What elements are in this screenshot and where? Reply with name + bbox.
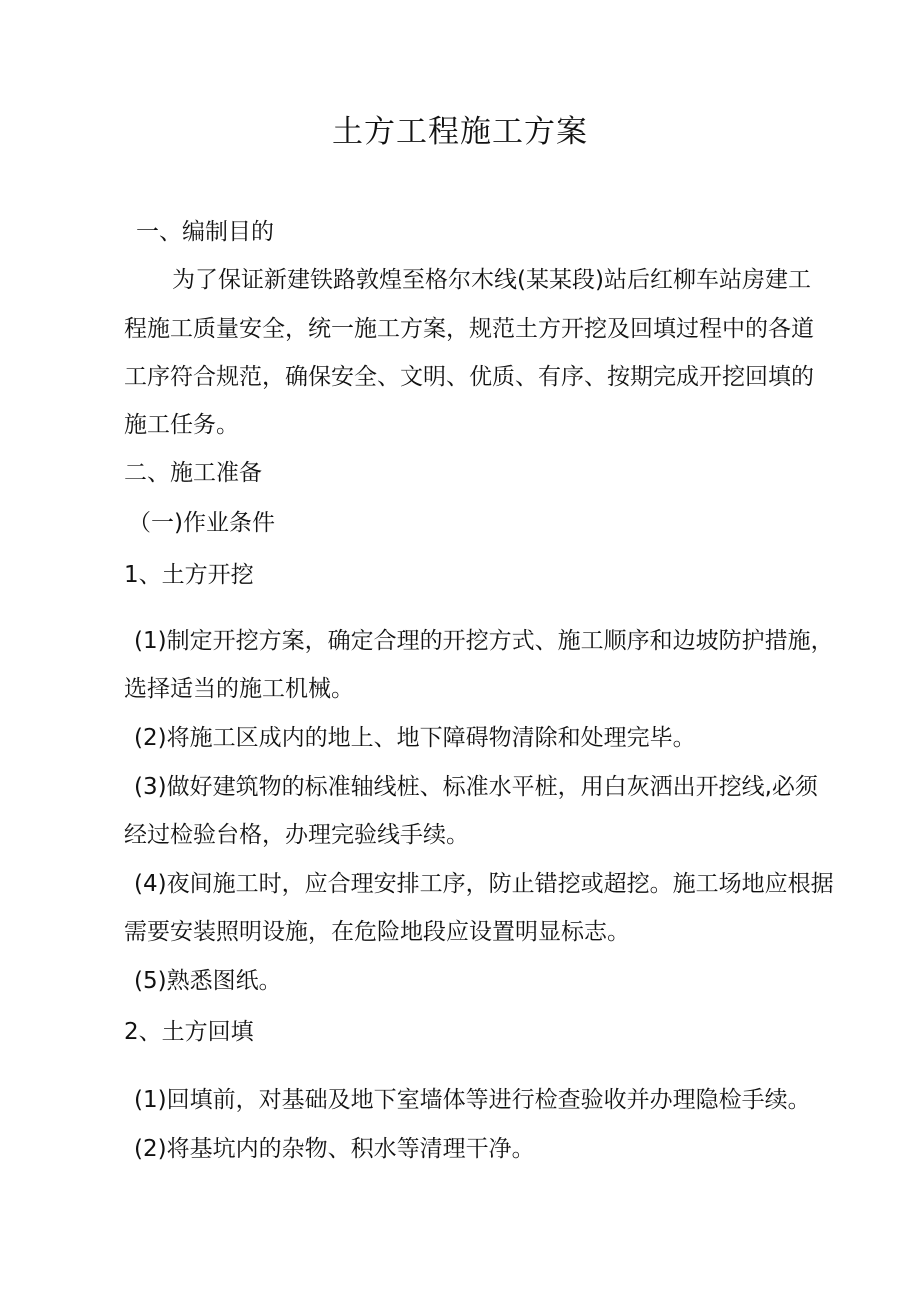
list-item-line: (5)熟悉图纸。 [134,968,282,994]
list-item-line: 经过检验台格，办理完验线手续。 [124,822,469,848]
subsection-heading-conditions: （一)作业条件 [128,510,275,536]
paragraph-line: 为了保证新建铁路敦煌至格尔木线(某某段)站后红柳车站房建工 [172,267,811,293]
paragraph-line: 施工任务。 [124,412,239,438]
list-item-line: 选择适当的施工机械。 [124,676,354,702]
list-item-line: (2)将施工区成内的地上、地下障碍物清除和处理完毕。 [134,725,696,751]
section-heading-preparation: 二、施工准备 [124,460,262,486]
list-item-line: (3)做好建筑物的标准轴线桩、标准水平桩，用白灰洒出开挖线,必须 [134,774,818,800]
section-heading-purpose: 一、编制目的 [136,219,274,245]
paragraph-line: 工序符合规范，确保安全、文明、优质、有序、按期完成开挖回填的 [124,364,814,390]
part-heading-excavation: 1、土方开挖 [124,562,254,588]
paragraph-line: 程施工质量安全，统一施工方案，规范土方开挖及回填过程中的各道 [124,316,814,342]
part-heading-backfill: 2、土方回填 [124,1019,254,1045]
list-item-line: 需要安装照明设施，在危险地段应设置明显标志。 [124,919,630,945]
list-item-line: (1)制定开挖方案，确定合理的开挖方式、施工顺序和边坡防护措施， [134,628,834,654]
list-item-line: (2)将基坑内的杂物、积水等清理干净。 [134,1136,535,1162]
list-item-line: (1)回填前，对基础及地下室墙体等进行检查验收并办理隐检手续。 [134,1087,811,1113]
document-title: 土方工程施工方案 [332,114,588,150]
list-item-line: (4)夜间施工时，应合理安排工序，防止错挖或超挖。施工场地应根据 [134,871,834,897]
